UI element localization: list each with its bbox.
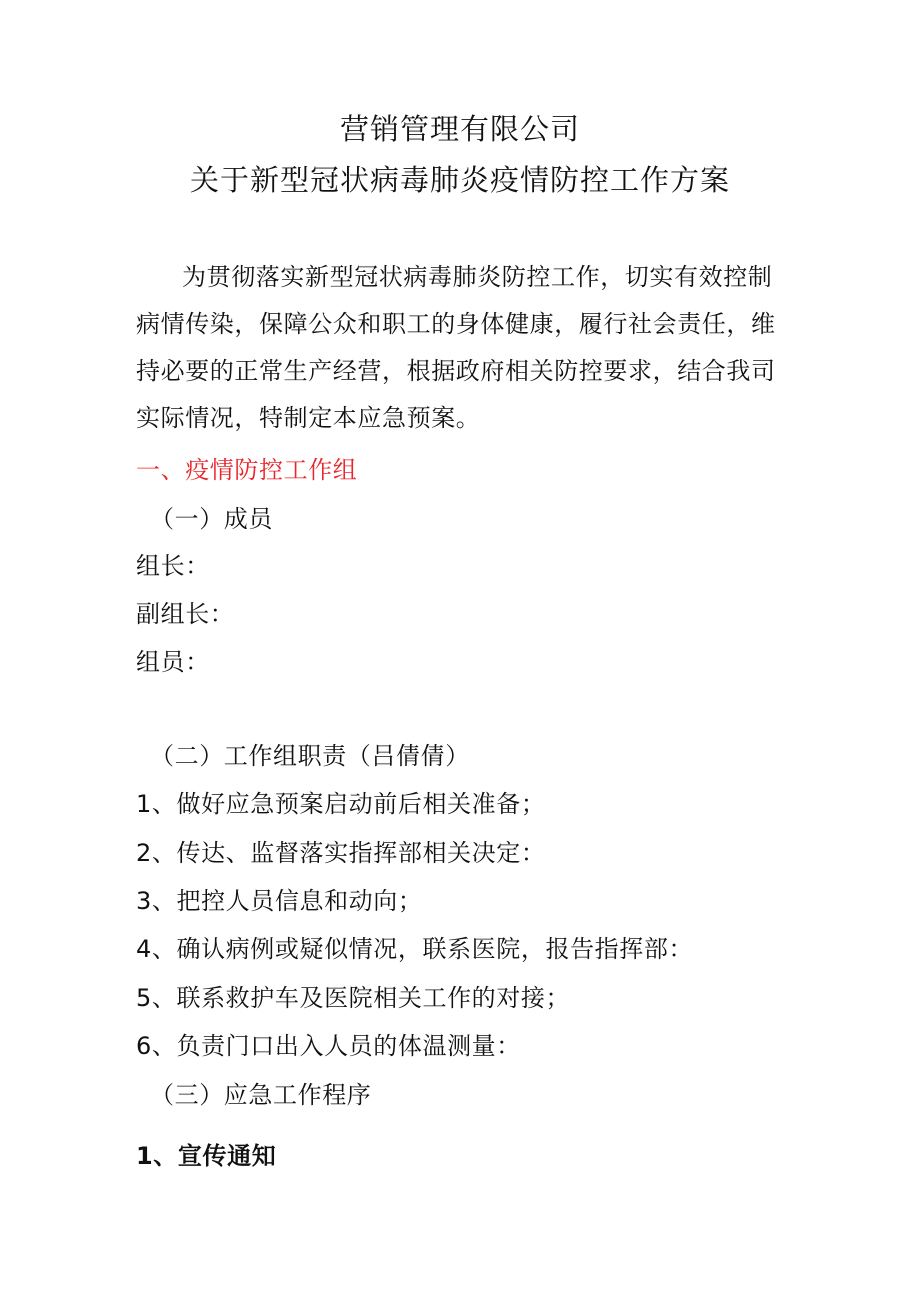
company-name-title: 营销管理有限公司: [339, 112, 580, 146]
members-label: 组员：: [136, 648, 210, 676]
step-heading-publicity-notice: 1、宣传通知: [136, 1142, 277, 1170]
intro-paragraph: 为贯彻落实新型冠状病毒肺炎防控工作，切实有效控制病情传染，保障公众和职工的身体健康，履行社会责任，维持必要的正常生产经营，根据政府相关防控要求，结合我司实际情况，特制定本应急预案。: [136, 263, 776, 432]
duty-item: 6、负责门口出入人员的体温测量：: [136, 1032, 521, 1060]
leader-label: 组长：: [136, 552, 210, 580]
duty-item: 3、把控人员信息和动向；: [136, 887, 423, 915]
subheading-duties: （二）工作组职责（吕倩倩）: [150, 742, 470, 770]
document-title: 关于新型冠状病毒肺炎疫情防控工作方案: [189, 163, 730, 197]
duty-item: 4、确认病例或疑似情况，联系医院，报告指挥部：: [136, 935, 694, 963]
subheading-members: （一）成员: [150, 505, 273, 533]
subheading-emergency-procedure: （三）应急工作程序: [150, 1081, 372, 1109]
duty-item: 2、传达、监督落实指挥部相关决定：: [136, 839, 546, 867]
duty-item: 5、联系救护车及医院相关工作的对接；: [136, 984, 571, 1012]
section-heading-work-group: 一、疫情防控工作组: [136, 456, 358, 484]
duty-item: 1、做好应急预案启动前后相关准备；: [136, 790, 546, 818]
deputy-leader-label: 副组长：: [136, 600, 235, 628]
